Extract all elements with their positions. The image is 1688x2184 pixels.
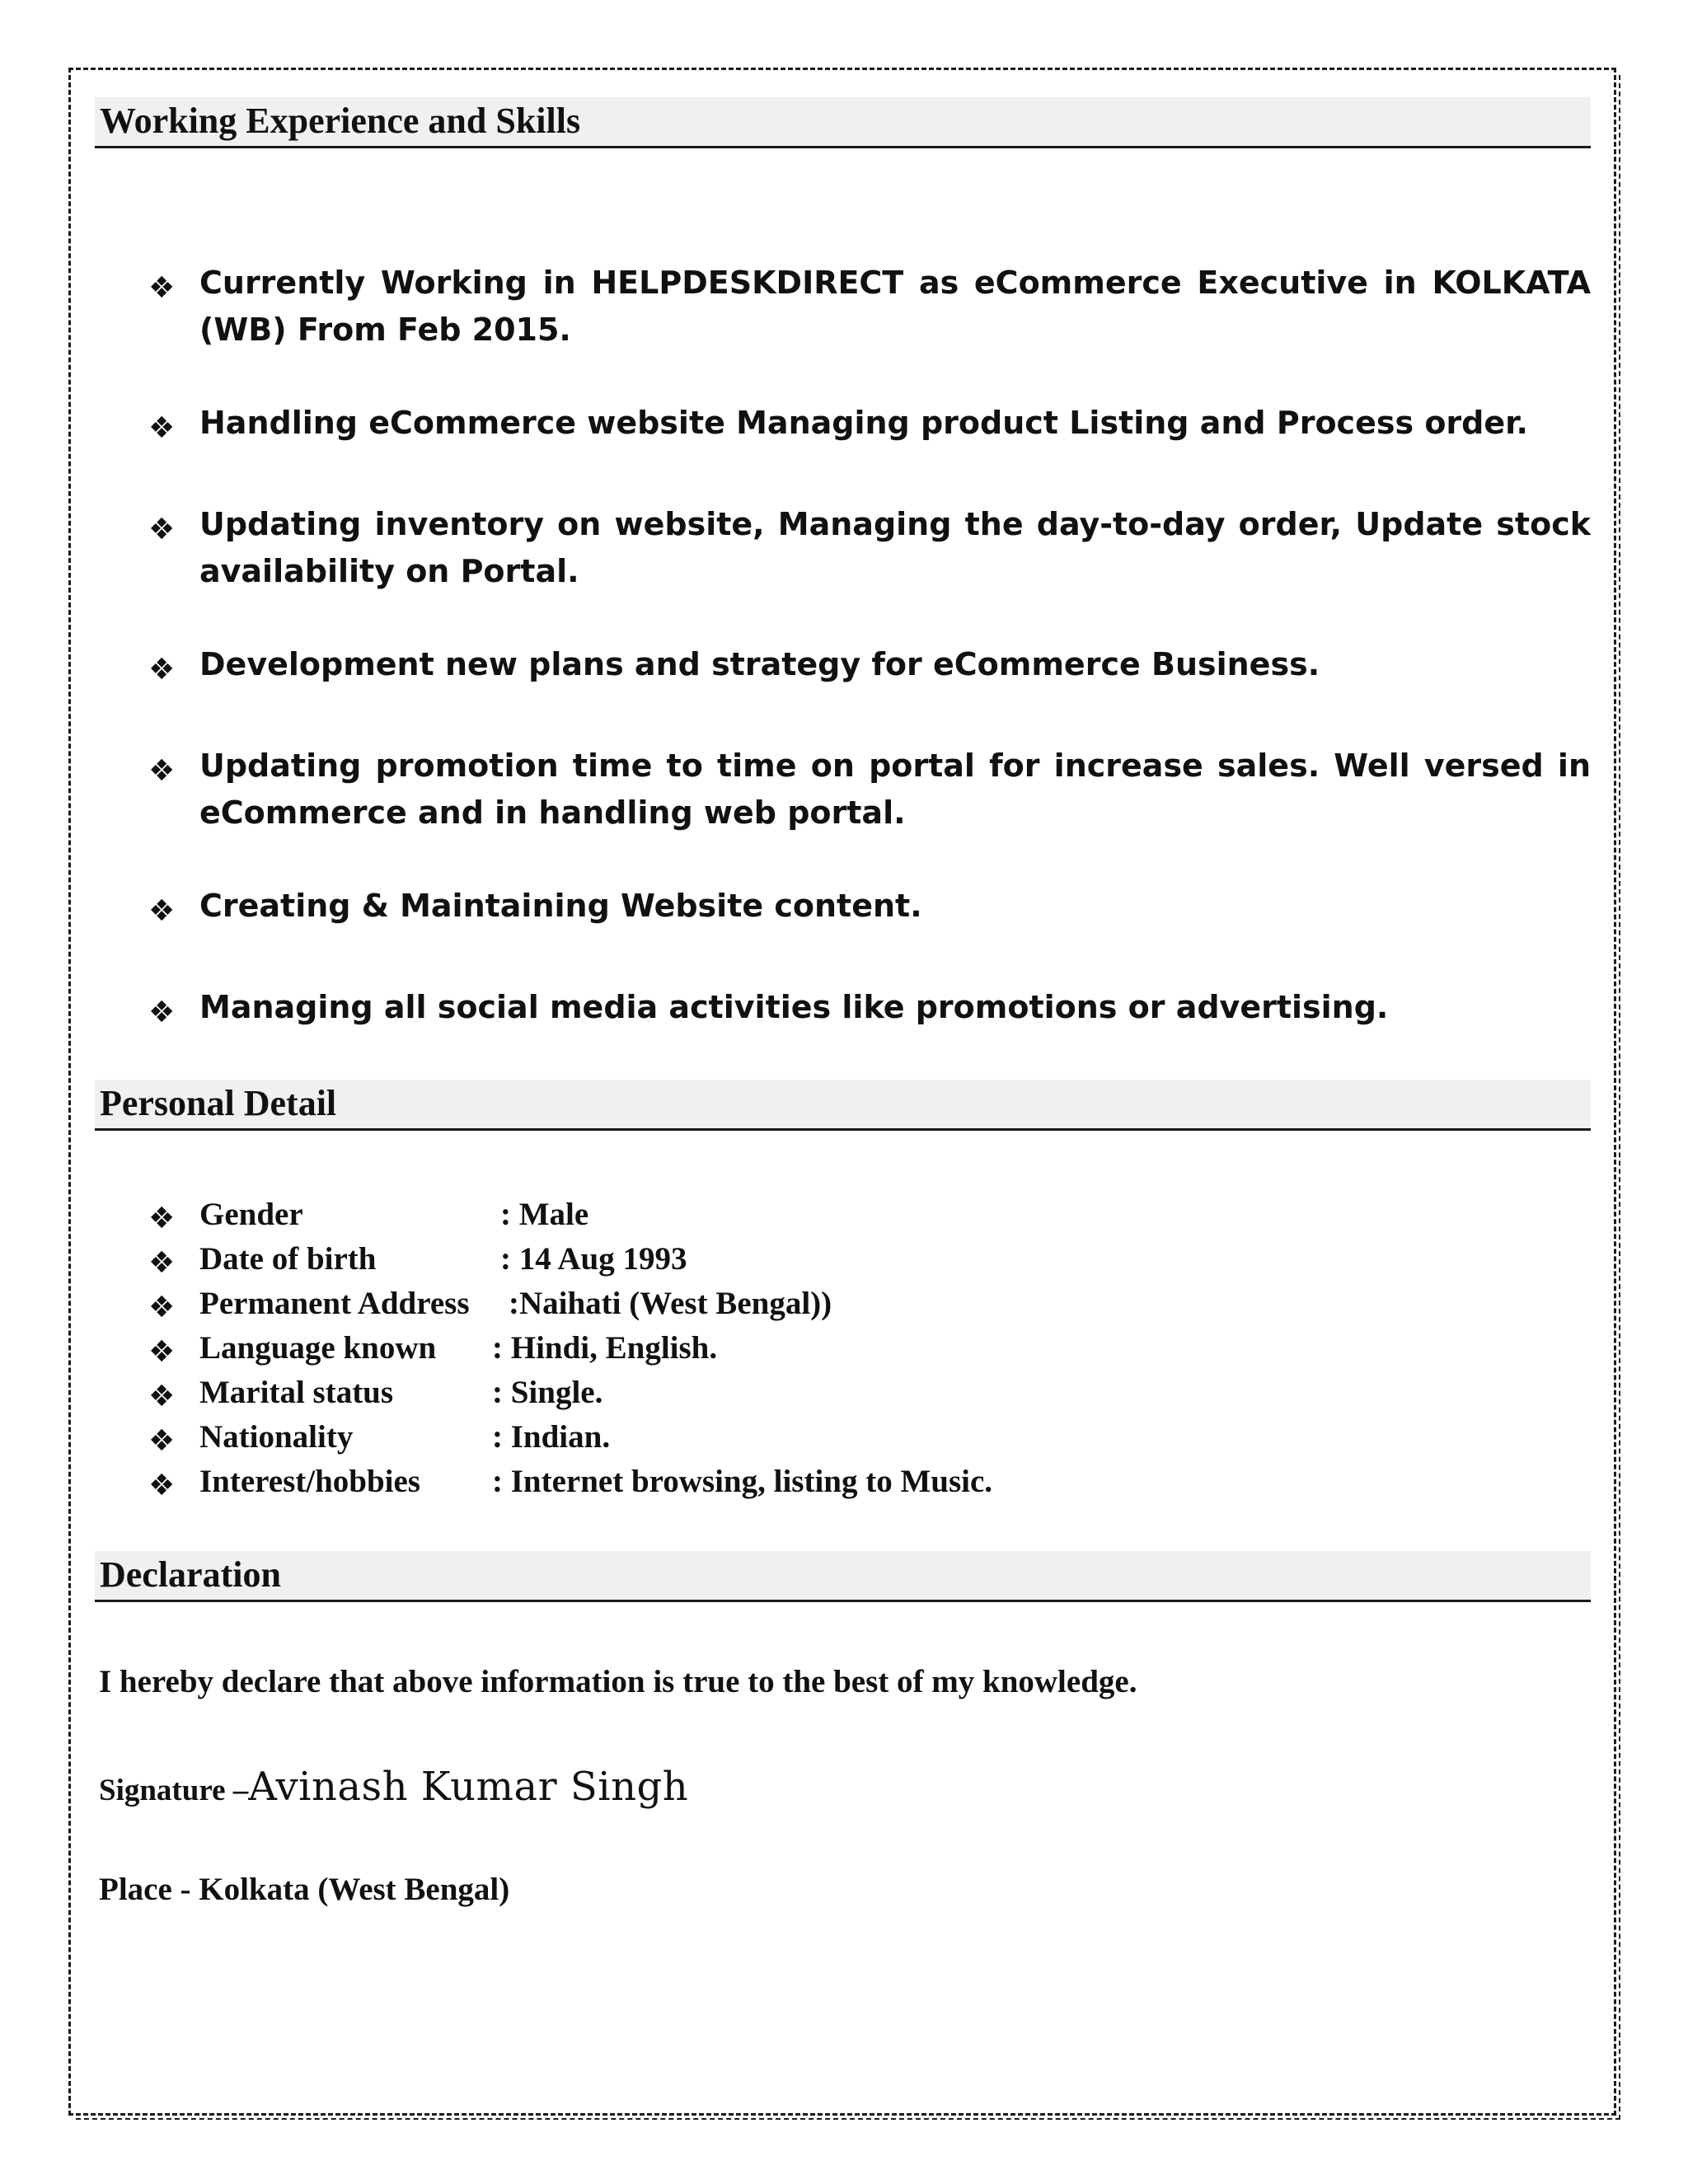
diamond-bullet-icon: ❖: [148, 513, 176, 546]
diamond-bullet-icon: ❖: [148, 1202, 176, 1235]
work-experience-list: [148, 260, 1591, 1031]
work-item-text: Development new plans and strategy for eCommerce Business.: [199, 646, 1320, 682]
personal-label-gender: Gender: [199, 1197, 303, 1232]
work-item-text: Managing all social media activities like promotions or advertising.: [199, 989, 1389, 1025]
list-item: [148, 260, 1591, 354]
list-item: [148, 641, 1591, 688]
diamond-bullet-icon: ❖: [148, 1291, 176, 1324]
personal-label-language-known: Language known: [199, 1330, 437, 1366]
diamond-bullet-icon: ❖: [148, 1335, 176, 1369]
list-item: [148, 1193, 1591, 1237]
section-header-personal-detail: Personal Detail: [95, 1080, 1591, 1131]
list-item: [148, 743, 1591, 837]
diamond-bullet-icon: ❖: [148, 271, 176, 305]
list-item: [148, 984, 1591, 1031]
work-item-text: Currently Working in HELPDESKDIRECT as eCommerce Executive in KOLKATA (WB) From Feb 2015.: [199, 265, 1591, 348]
personal-value-nationality: : Indian.: [492, 1419, 611, 1455]
list-item: [148, 1371, 1591, 1415]
work-item-text: Updating inventory on website, Managing the day-to-day order, Update stock availability on Portal.: [199, 506, 1591, 589]
personal-value-interests: : Internet browsing, listing to Music.: [492, 1464, 993, 1499]
diamond-bullet-icon: ❖: [148, 996, 176, 1029]
list-item: [148, 501, 1591, 595]
diamond-bullet-icon: ❖: [148, 1246, 176, 1280]
signature-label: Signature –: [99, 1774, 249, 1807]
work-item-text: Handling eCommerce website Managing product Listing and Process order.: [199, 405, 1528, 441]
personal-label-nationality: Nationality: [199, 1419, 354, 1455]
personal-label-date-of-birth: Date of birth: [199, 1241, 377, 1277]
personal-value-marital-status: : Single.: [492, 1375, 603, 1410]
personal-label-interests: Interest/hobbies: [199, 1464, 420, 1499]
list-item: [148, 1326, 1591, 1371]
personal-value-date-of-birth: : 14 Aug 1993: [500, 1241, 687, 1277]
personal-value-permanent-address: :Naihati (West Bengal)): [509, 1286, 832, 1321]
list-item: [148, 1415, 1591, 1460]
diamond-bullet-icon: ❖: [148, 1469, 176, 1502]
list-item: [148, 1237, 1591, 1282]
diamond-bullet-icon: ❖: [148, 411, 176, 445]
personal-label-marital-status: Marital status: [199, 1375, 394, 1410]
list-item: [148, 400, 1591, 447]
diamond-bullet-icon: ❖: [148, 894, 176, 928]
diamond-bullet-icon: ❖: [148, 1424, 176, 1458]
signature-line: [99, 1764, 688, 1810]
personal-value-language-known: : Hindi, English.: [492, 1330, 718, 1366]
signature-name: Avinash Kumar Singh: [248, 1764, 689, 1810]
diamond-bullet-icon: ❖: [148, 1380, 176, 1413]
declaration-statement: I hereby declare that above information is true to the best of my knowledge.: [99, 1664, 1137, 1699]
personal-value-gender: : Male: [500, 1197, 589, 1232]
diamond-bullet-icon: ❖: [148, 754, 176, 788]
list-item: [148, 1460, 1591, 1504]
work-item-text: Creating & Maintaining Website content.: [199, 888, 922, 924]
diamond-bullet-icon: ❖: [148, 653, 176, 687]
place-line: Place - Kolkata (West Bengal): [99, 1872, 510, 1907]
personal-detail-list: [148, 1193, 1591, 1504]
list-item: [148, 883, 1591, 930]
personal-label-permanent-address: Permanent Address: [199, 1286, 470, 1321]
work-item-text: Updating promotion time to time on portal for increase sales. Well versed in eCommerce and in handling web portal.: [199, 748, 1591, 831]
section-header-working-experience: Working Experience and Skills: [95, 97, 1591, 148]
list-item: [148, 1282, 1591, 1326]
section-header-declaration: Declaration: [95, 1551, 1591, 1602]
